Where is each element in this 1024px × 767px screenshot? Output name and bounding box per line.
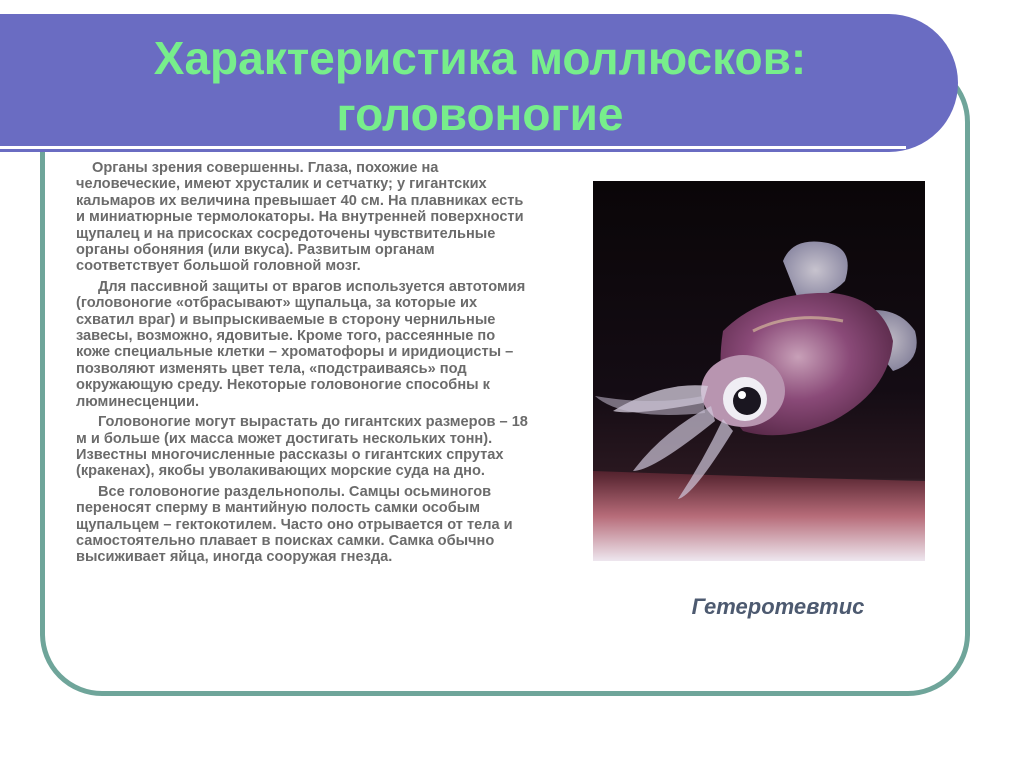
paragraph-reproduction: Все головоногие раздельнополы. Самцы осьминогов переносят сперму в мантийную полость самки особым щупальцем – гектокотилем. Часто оно отрывается от тела и самостоятельно плавает в поисках самки. Самка обычно высиживает яйца, иногда сооружая гнезда. [76, 483, 513, 566]
slide-title [0, 30, 960, 142]
body-text [76, 160, 528, 570]
paragraph-size: Головоногие могут вырастать до гигантских размеров – 18 м и больше (их масса может достигать нескольких тонн). Известны многочисленные рассказы о гигантских спрутах (кракенах), якобы уволакивающих морские суда на дно. [76, 414, 528, 480]
paragraph-vision: Органы зрения совершенны. Глаза, похожие на человеческие, имеют хрусталик и сетчатку; у гигантских кальмаров их величина превышает 40 см. На плавниках есть и миниатюрные термолокаторы. На внутренней поверхности щупалец и на присосках сосредоточены чувствительные органы обоняния (или вкуса). Развитым органам соответствует большой головной мозг. [76, 160, 524, 275]
title-banner [0, 14, 958, 152]
title-line-1: Характеристика моллюсков: [153, 32, 807, 84]
title-underline [0, 146, 906, 149]
paragraph-defense: Для пассивной защиты от врагов используется автотомия (головоногие «отбрасывают» щупальца, за которые их схватил враг) и выпрыскиваемые в сторону чернильные завесы, возможно, ядовитые. Кроме того, рассеянные по коже специальные клетки – хроматофоры и иридиоцисты – позволяют изменять цвет тела, «подстраиваясь» под окружающую среду. Некоторые головоногие способны к люминесценции. [76, 278, 526, 410]
squid-photo [593, 181, 925, 561]
title-line-2: головоногие [336, 88, 624, 140]
photo-caption: Гетеротевтис [691, 594, 865, 619]
